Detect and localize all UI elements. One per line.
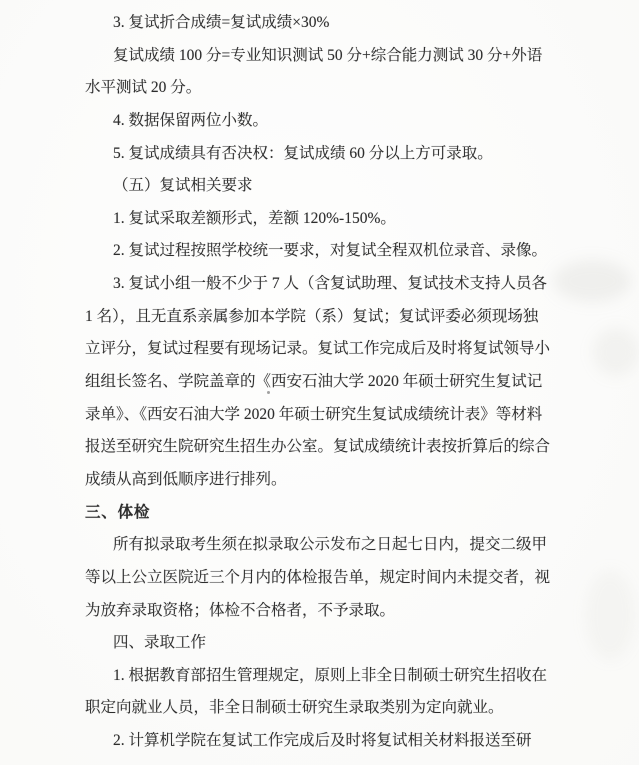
text-line: 1. 根据教育部招生管理规定，原则上非全日制硕士研究生招收在 [113, 666, 548, 684]
text-line: 报送至研究生院研究生招生办公室。复试成绩统计表按折算后的综合 [85, 438, 551, 456]
text-line: 2. 计算机学院在复试工作完成后及时将复试相关材料报送至研 [113, 732, 532, 750]
text-line: 1 名），且无直系亲属参加本学院（系）复试；复试评委必须现场独 [85, 307, 539, 325]
subsection-heading: （五）复试相关要求 [113, 177, 253, 195]
section-heading: 三、体检 [85, 503, 151, 521]
text-line: 3. 复试折合成绩=复试成绩×30% [113, 14, 330, 31]
text-line: 水平测试 20 分。 [85, 79, 202, 97]
text-line: 4. 数据保留两位小数。 [113, 111, 269, 129]
text-line: 为放弃录取资格；体检不合格者，不予录取。 [85, 601, 396, 619]
text-line: 职定向就业人员，非全日制硕士研究生录取类别为定向就业。 [85, 699, 504, 717]
subsection-heading: 四、录取工作 [113, 634, 207, 652]
scan-dot-artifact [267, 391, 270, 394]
text-line: 5. 复试成绩具有否决权：复试成绩 60 分以上方可录取。 [113, 144, 493, 162]
text-line: 等以上公立医院近三个月内的体检报告单，规定时间内未提交者，视 [85, 568, 551, 586]
scan-smudge [593, 328, 639, 376]
text-line: 组组长签名、学院盖章的《西安石油大学 2020 年硕士研究生复试记 [85, 373, 543, 391]
text-line: 所有拟录取考生须在拟录取公示发布之日起七日内，提交二级甲 [113, 536, 548, 554]
scan-smudge [553, 260, 631, 302]
text-line: 2. 复试过程按照学校统一要求，对复试全程双机位录音、录像。 [113, 242, 548, 260]
text-column [85, 7, 551, 758]
text-line: 立评分，复试过程要有现场记录。复试工作完成后及时将复试领导小 [85, 340, 551, 358]
text-line: 成绩从高到低顺序进行排列。 [85, 470, 287, 488]
text-line: 复试成绩 100 分=专业知识测试 50 分+综合能力测试 30 分+外语 [113, 46, 543, 64]
text-line: 1. 复试采取差额形式，差额 120%-150%。 [113, 209, 396, 227]
text-line: 录单》、《西安石油大学 2020 年硕士研究生复试成绩统计表》等材料 [85, 405, 543, 423]
text-line: 3. 复试小组一般不少于 7 人（含复试助理、复试技术支持人员各 [113, 275, 548, 293]
scan-smudge [585, 570, 635, 660]
